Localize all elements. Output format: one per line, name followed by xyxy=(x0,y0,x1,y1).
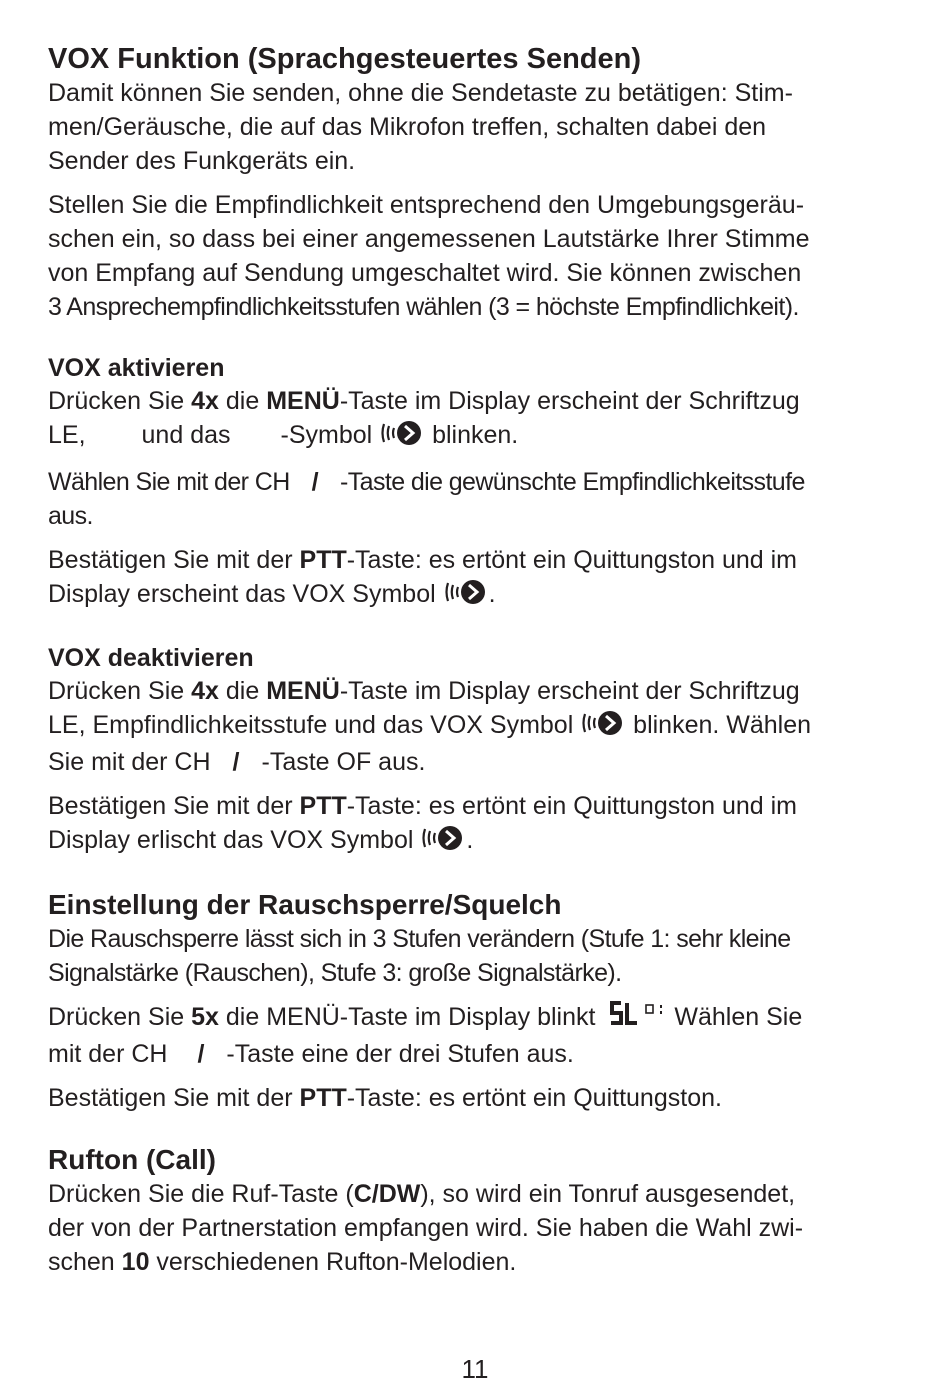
vox-intro xyxy=(48,76,918,178)
vox-intro-line: Sender des Funkgeräts ein. xyxy=(48,147,356,175)
vox-activate-step3: Bestätigen Sie mit der PTT-Taste: es ertönt ein Quittungston und im Display erscheint das VOX Symbol . xyxy=(48,543,918,614)
sl-display-icon xyxy=(608,1000,668,1037)
vox-deactivate-heading: VOX deaktivieren xyxy=(48,644,254,672)
vox-sens-line: von Empfang auf Sendung umgeschaltet wird. Sie können zwischen xyxy=(48,259,802,287)
vox-symbol-icon xyxy=(445,579,487,614)
vox-activate-step2: Wählen Sie mit der CH / -Taste die gewünschte Empfindlichkeitsstufe aus. xyxy=(48,468,805,530)
squelch-heading: Einstellung der Rauschsperre/Squelch xyxy=(48,889,562,920)
squelch-step1: Drücken Sie 5x die MENÜ-Taste im Display blinkt Wählen Sie mit der CH / -Taste eine der drei Stufen aus. xyxy=(48,1000,918,1071)
vox-activate-heading: VOX aktivieren xyxy=(48,354,225,382)
vox-heading: VOX Funktion (Sprachgesteuertes Senden) xyxy=(48,43,641,75)
vox-sens-line: 3 Ansprechempfindlichkeitsstufen wählen (3 = höchste Empfindlichkeit). xyxy=(48,293,799,321)
vox-symbol-icon xyxy=(381,420,423,455)
document-page xyxy=(48,42,918,1279)
squelch-step2: Bestätigen Sie mit der PTT-Taste: es ertönt ein Quittungston. xyxy=(48,1084,722,1112)
vox-sens-line: schen ein, so dass bei einer angemessenen Lautstärke Ihrer Stimme xyxy=(48,225,810,253)
vox-sens-line: Stellen Sie die Empfindlichkeit entsprechend den Umgebungsgeräu- xyxy=(48,191,805,219)
vox-symbol-icon xyxy=(422,825,464,860)
call-heading: Rufton (Call) xyxy=(48,1144,216,1175)
vox-activate-step1: Drücken Sie 4x die MENÜ-Taste im Display erscheint der Schriftzug LE, und das -Symbol blinken. xyxy=(48,384,918,455)
vox-sensitivity-text xyxy=(48,188,918,324)
vox-intro-line: men/Geräusche, die auf das Mikrofon treffen, schalten dabei den xyxy=(48,113,767,141)
vox-intro-line: Damit können Sie senden, ohne die Sendetaste zu betätigen: Stim- xyxy=(48,79,793,107)
vox-symbol-icon xyxy=(582,710,624,745)
vox-deactivate-step2: Bestätigen Sie mit der PTT-Taste: es ertönt ein Quittungston und im Display erlischt das VOX Symbol . xyxy=(48,789,918,860)
page-number: 11 xyxy=(461,1354,489,1384)
vox-deactivate-step1: Drücken Sie 4x die MENÜ-Taste im Display erscheint der Schriftzug LE, Empfindlichkeitsstufe und das VOX Symbol blinken. Wählen Sie mit der CH / -Taste OF aus. xyxy=(48,677,812,776)
squelch-intro: Die Rauschsperre lässt sich in 3 Stufen verändern (Stufe 1: sehr kleine Signalstärke (Rauschen), Stufe 3: große Signalstärke). xyxy=(48,925,791,987)
call-text: Drücken Sie die Ruf-Taste (C/DW), so wird ein Tonruf ausgesendet, der von der Partnerstation empfangen wird. Sie haben die Wahl zwi- schen 10 verschiedenen Rufton-Melodien. xyxy=(48,1180,804,1276)
